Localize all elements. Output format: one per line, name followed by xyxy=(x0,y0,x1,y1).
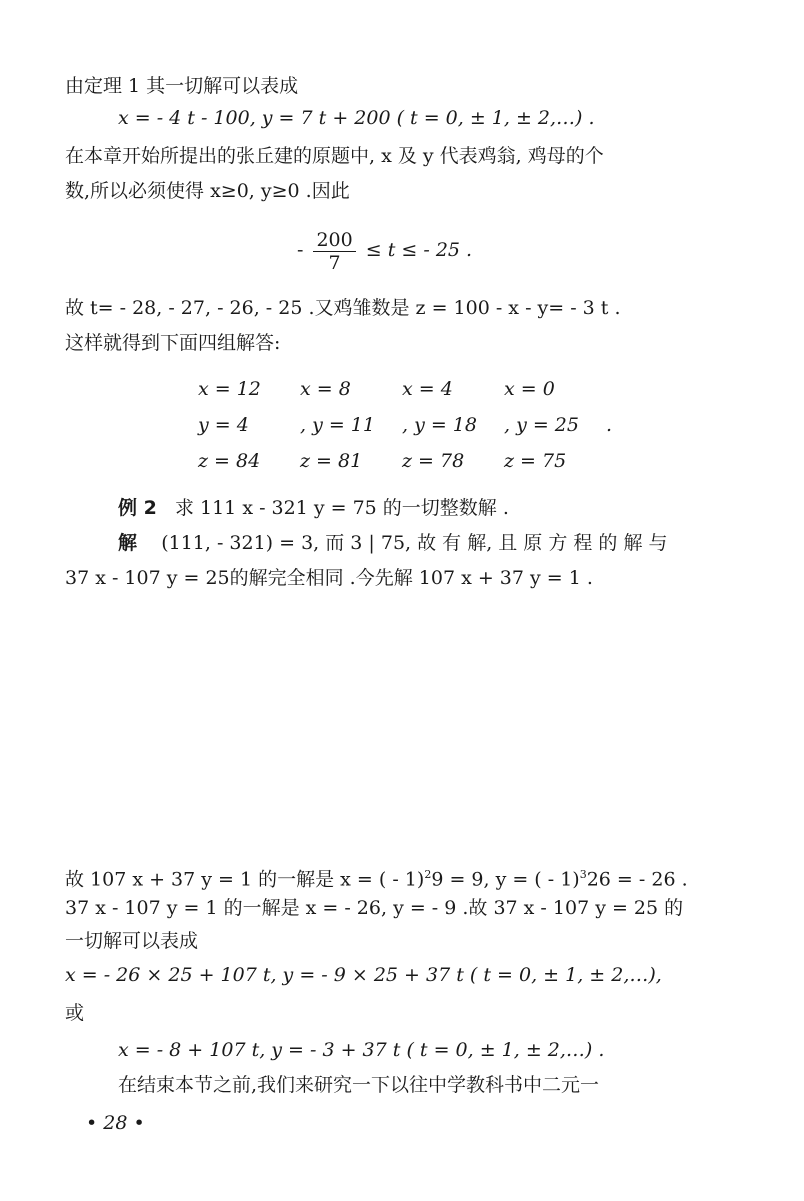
text-segment: 故 107 x + 37 y = 1 的一解是 x = ( - 1) xyxy=(65,868,425,891)
solution-cell: x = 8 xyxy=(300,378,351,400)
equation-general-solution: x = - 4 t - 100, y = 7 t + 200 ( t = 0, ± 1, ± 2,…) . xyxy=(118,107,595,129)
text-line: 由定理 1 其一切解可以表成 xyxy=(65,75,299,97)
solution-paragraph xyxy=(118,530,668,556)
fraction-numerator: 200 xyxy=(313,229,355,252)
equation-line: x = - 8 + 107 t, y = - 3 + 37 t ( t = 0, ± 1, ± 2,…) . xyxy=(118,1039,605,1061)
example-label: 例 2 xyxy=(118,497,157,519)
solution-cell: z = 81 xyxy=(300,450,363,472)
solution-cell: , y = 18 xyxy=(402,414,477,436)
solution-cell: x = 12 xyxy=(198,378,261,400)
solution-row-z xyxy=(198,443,612,479)
text-line: 或 xyxy=(65,1002,85,1024)
solution-cell: z = 84 xyxy=(198,450,261,472)
inequality-rest: ≤ t ≤ - 25 . xyxy=(365,239,473,261)
page-number: • 28 • xyxy=(86,1112,145,1134)
example-heading xyxy=(118,495,509,521)
example-text: 求 111 x - 321 y = 75 的一切整数解 . xyxy=(174,497,509,519)
solution-row-y xyxy=(198,407,612,443)
text-line: 在本章开始所提出的张丘建的原题中, x 及 y 代表鸡翁, 鸡母的个 xyxy=(65,145,604,167)
solution-cell: x = 0 xyxy=(504,378,555,400)
exponent: 2 xyxy=(424,868,432,881)
solution-cell: y = 4 xyxy=(198,414,249,436)
solution-cell: z = 75 xyxy=(504,450,567,472)
solution-row-x xyxy=(198,371,612,407)
text-line: 37 x - 107 y = 1 的一解是 x = - 26, y = - 9 .故 37 x - 107 y = 25 的 xyxy=(65,897,684,919)
text-line xyxy=(65,862,688,892)
text-line: 这样就得到下面四组解答: xyxy=(65,332,281,354)
exponent: 3 xyxy=(579,868,587,881)
text-line: 故 t= - 28, - 27, - 26, - 25 .又鸡雏数是 z = 100 - x - y= - 3 t . xyxy=(65,297,621,319)
solution-cell: z = 78 xyxy=(402,450,465,472)
equation-line: x = - 26 × 25 + 107 t, y = - 9 × 25 + 37 t ( t = 0, ± 1, ± 2,…), xyxy=(65,964,662,986)
solution-label: 解 xyxy=(118,532,138,554)
solution-cell: . xyxy=(606,414,613,436)
solution-text: (111, - 321) = 3, 而 3 | 75, 故 有 解, 且 原 方 程 的 解 与 xyxy=(161,532,668,554)
solution-cell: x = 4 xyxy=(402,378,453,400)
text-segment: 26 = - 26 . xyxy=(586,868,688,891)
text-line: 数,所以必须使得 x≥0, y≥0 .因此 xyxy=(65,180,350,202)
solution-cell xyxy=(606,443,612,479)
fraction-denominator: 7 xyxy=(328,251,341,274)
inequality xyxy=(297,226,472,274)
solution-cell: , y = 11 xyxy=(300,414,375,436)
text-line: 37 x - 107 y = 25的解完全相同 .今先解 107 x + 37 y = 1 . xyxy=(65,567,593,589)
text-line: 在结束本节之前,我们来研究一下以往中学教科书中二元一 xyxy=(118,1074,600,1096)
solution-cell xyxy=(606,371,612,407)
solution-table xyxy=(198,371,612,479)
solution-cell: , y = 25 xyxy=(504,414,579,436)
text-line: 一切解可以表成 xyxy=(65,930,199,952)
inequality-sign: - xyxy=(297,239,304,261)
fraction xyxy=(313,229,355,274)
text-segment: 9 = 9, y = ( - 1) xyxy=(431,868,580,891)
